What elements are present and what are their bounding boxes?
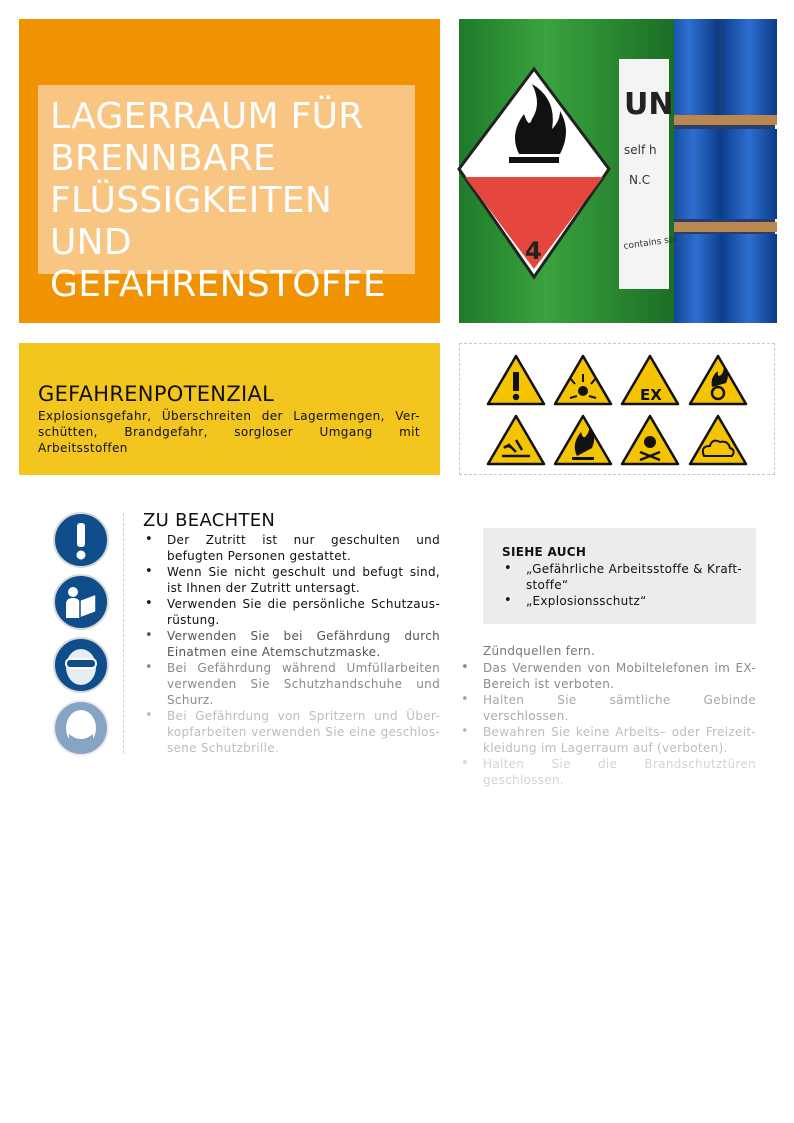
svg-text:EX: EX bbox=[640, 386, 662, 404]
list-item: • Bei Gefährdung während Umfüllarbeiten verwenden Sie Schutzhandschuhe und Schurz. bbox=[143, 660, 440, 708]
warning-signs-box bbox=[459, 343, 775, 475]
beachten-list bbox=[143, 532, 440, 755]
beachten-title: ZU BEACHTEN bbox=[143, 510, 276, 531]
continuation-text: Zündquellen fern. bbox=[483, 644, 595, 658]
list-item: • Der Zutritt ist nur geschulten und befugten Personen gestattet. bbox=[143, 532, 440, 564]
photo-text-3: N.C bbox=[629, 173, 651, 187]
see-also-link[interactable]: • „Explosionsschutz“ bbox=[502, 593, 742, 609]
general-mandatory-icon bbox=[53, 512, 109, 568]
see-also-link[interactable]: • „Gefährliche Arbeitsstoffe & Kraft-stoffe“ bbox=[502, 561, 742, 593]
list-item: • Wenn Sie nicht geschult und befugt sind, ist Ihnen der Zutritt untersagt. bbox=[143, 564, 440, 596]
list-item: • Verwenden Sie die persönliche Schutzaus-rüstung. bbox=[143, 596, 440, 628]
right-list bbox=[459, 660, 756, 787]
see-also-list bbox=[502, 561, 742, 609]
photo-text-un: UN bbox=[624, 87, 674, 122]
list-item: • Bei Gefährdung von Spritzern und Über-kopfarbeiten verwenden Sie eine geschlos-sene Schutzbrille. bbox=[143, 708, 440, 741]
list-item: • Halten Sie sämtliche Gebinde verschlossen. bbox=[459, 692, 756, 724]
eye-protection-icon bbox=[53, 637, 109, 693]
respiratory-protection-icon bbox=[53, 700, 109, 756]
list-item: • Bewahren Sie keine Arbeits– oder Freizeit-kleidung im Lagerraum auf (verboten). bbox=[459, 724, 756, 756]
page-title: LAGERRAUM FÜR BRENNBARE FLÜSSIGKEITEN UND GEFAHRENSTOFFE bbox=[50, 96, 386, 305]
read-manual-icon bbox=[53, 574, 109, 630]
barrel-photo bbox=[459, 19, 775, 323]
list-item: • Verwenden Sie bei Gefährdung durch Einatmen eine Atemschutzmaske. bbox=[143, 628, 440, 660]
list-item: • Das Verwenden von Mobiltelefonen im EX-Bereich ist verboten. bbox=[459, 660, 756, 692]
photo-text-4: contains sol bbox=[623, 234, 678, 252]
class-number: 4 bbox=[525, 237, 542, 265]
list-item: • Halten Sie die Brandschutztüren geschlossen. bbox=[459, 756, 756, 770]
hazard-text: Explosionsgefahr, Überschreiten der Lagermengen, Ver-schütten, Brandgefahr, sorgloser Umgang mit Arbeitsstoffen bbox=[38, 409, 420, 455]
photo-text-2: self h bbox=[624, 143, 657, 157]
hazard-title: GEFAHRENPOTENZIAL bbox=[38, 382, 275, 406]
column-divider bbox=[123, 513, 124, 753]
see-also-title: SIEHE AUCH bbox=[502, 545, 587, 559]
